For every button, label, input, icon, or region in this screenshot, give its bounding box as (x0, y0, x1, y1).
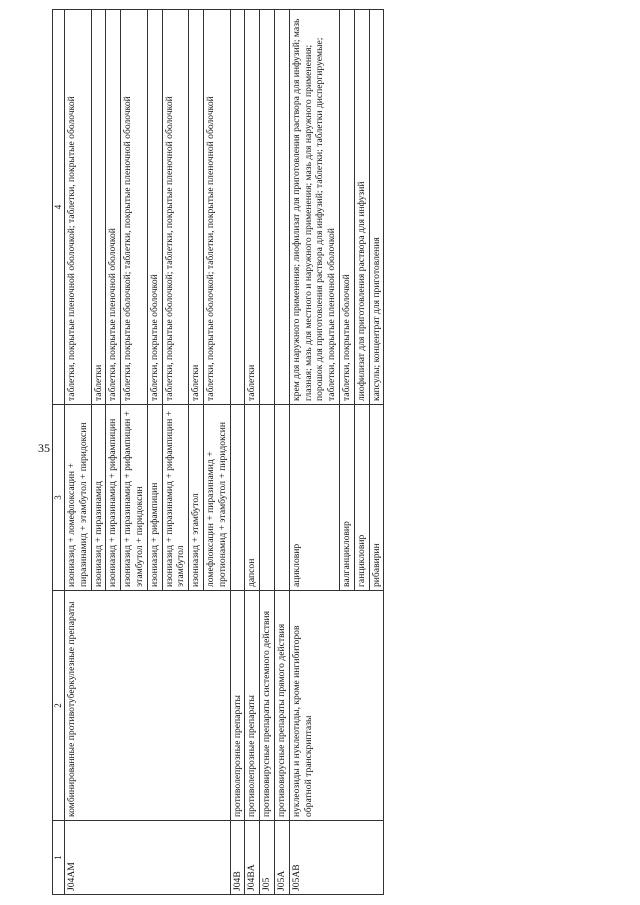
header-cell-4: 4 (52, 9, 64, 404)
atc-code-cell: J04AM (64, 820, 230, 894)
table-row (244, 9, 259, 894)
dosage-forms-cell: таблетки, покрытые оболочкой (147, 9, 162, 404)
drug-name-cell: изониазид + рифампицин (147, 404, 162, 590)
header-cell-2: 2 (52, 590, 64, 820)
drug-name-cell: изониазид + ломефлоксацин + пиразинамид + этамбутол + пиридоксин (64, 404, 91, 590)
dosage-forms-cell: таблетки, покрытые оболочкой (339, 9, 354, 404)
table-row (274, 9, 289, 894)
header-cell-3: 3 (52, 404, 64, 590)
dosage-forms-cell (274, 9, 289, 404)
atc-group-name-cell: противолепрозные препараты (230, 590, 245, 820)
drug-name-cell: изониазид + пиразинамид (91, 404, 106, 590)
table-row (230, 9, 245, 894)
drug-name-cell: изониазид + пиразинамид + рифампицин (105, 404, 120, 590)
dosage-forms-cell: таблетки, покрытые оболочкой; таблетки, покрытые пленочной оболочкой (162, 9, 189, 404)
atc-code-cell: J04B (230, 820, 245, 894)
dosage-forms-cell: лиофилизат для приготовления раствора для инфузий (354, 9, 369, 404)
header-cell-1: 1 (52, 820, 64, 894)
drug-name-cell: ломефлоксацин + пиразинамид + протионамид + этамбутол + пиридоксин (203, 404, 230, 590)
dosage-forms-cell: капсулы; концентрат для приготовления (369, 9, 384, 404)
rotated-page-content (52, 10, 589, 895)
page-number: 35 (38, 441, 50, 455)
atc-group-name-cell: нуклеозиды и нуклеотиды, кроме ингибиторов обратной транскриптазы (289, 590, 384, 820)
dosage-forms-cell (230, 9, 245, 404)
drug-name-cell: ганцикловир (354, 404, 369, 590)
dosage-forms-cell: крем для наружного применения; лиофилизат для приготовления раствора для инфузий; мазь глазная; мазь для местного и наружного применения; мазь для наружного применения; порошок для приготовления раствора для инфузий; таблетки; таблетки диспергируемые; таблетки, покрытые пленочной оболочкой (289, 9, 339, 404)
drug-name-cell: дапсон (244, 404, 259, 590)
medicines-table (52, 9, 384, 895)
dosage-forms-cell: таблетки (244, 9, 259, 404)
drug-name-cell (274, 404, 289, 590)
drug-name-cell: изониазид + пиразинамид + рифампицин + этамбутол + пиридоксин (120, 404, 147, 590)
atc-code-cell: J04BA (244, 820, 259, 894)
table-row (64, 9, 91, 894)
dosage-forms-cell: таблетки (188, 9, 203, 404)
atc-group-name-cell: комбинированные противотуберкулезные препараты (64, 590, 230, 820)
dosage-forms-cell: таблетки, покрытые пленочной оболочкой; таблетки, покрытые оболочкой (64, 9, 91, 404)
atc-group-name-cell: противовирусные препараты системного действия (259, 590, 274, 820)
drug-name-cell: изониазид + этамбутол (188, 404, 203, 590)
atc-group-name-cell: противолепрозные препараты (244, 590, 259, 820)
dosage-forms-cell: таблетки (91, 9, 106, 404)
table-row (289, 9, 339, 894)
table-header-row (52, 9, 64, 894)
dosage-forms-cell (259, 9, 274, 404)
drug-name-cell: ацикловир (289, 404, 339, 590)
drug-name-cell: валганцикловир (339, 404, 354, 590)
atc-code-cell: J05AB (289, 820, 384, 894)
dosage-forms-cell: таблетки, покрытые пленочной оболочкой (105, 9, 120, 404)
atc-code-cell: J05A (274, 820, 289, 894)
atc-group-name-cell: противовирусные препараты прямого действия (274, 590, 289, 820)
dosage-forms-cell: таблетки, покрытые оболочкой; таблетки, покрытые пленочной оболочкой (203, 9, 230, 404)
drug-name-cell: изониазид + пиразинамид + рифампицин + этамбутол (162, 404, 189, 590)
dosage-forms-cell: таблетки, покрытые оболочкой; таблетки, покрытые пленочной оболочкой (120, 9, 147, 404)
drug-name-cell: рибавирин (369, 404, 384, 590)
drug-name-cell (230, 404, 245, 590)
drug-name-cell (259, 404, 274, 590)
table-row (259, 9, 274, 894)
atc-code-cell: J05 (259, 820, 274, 894)
